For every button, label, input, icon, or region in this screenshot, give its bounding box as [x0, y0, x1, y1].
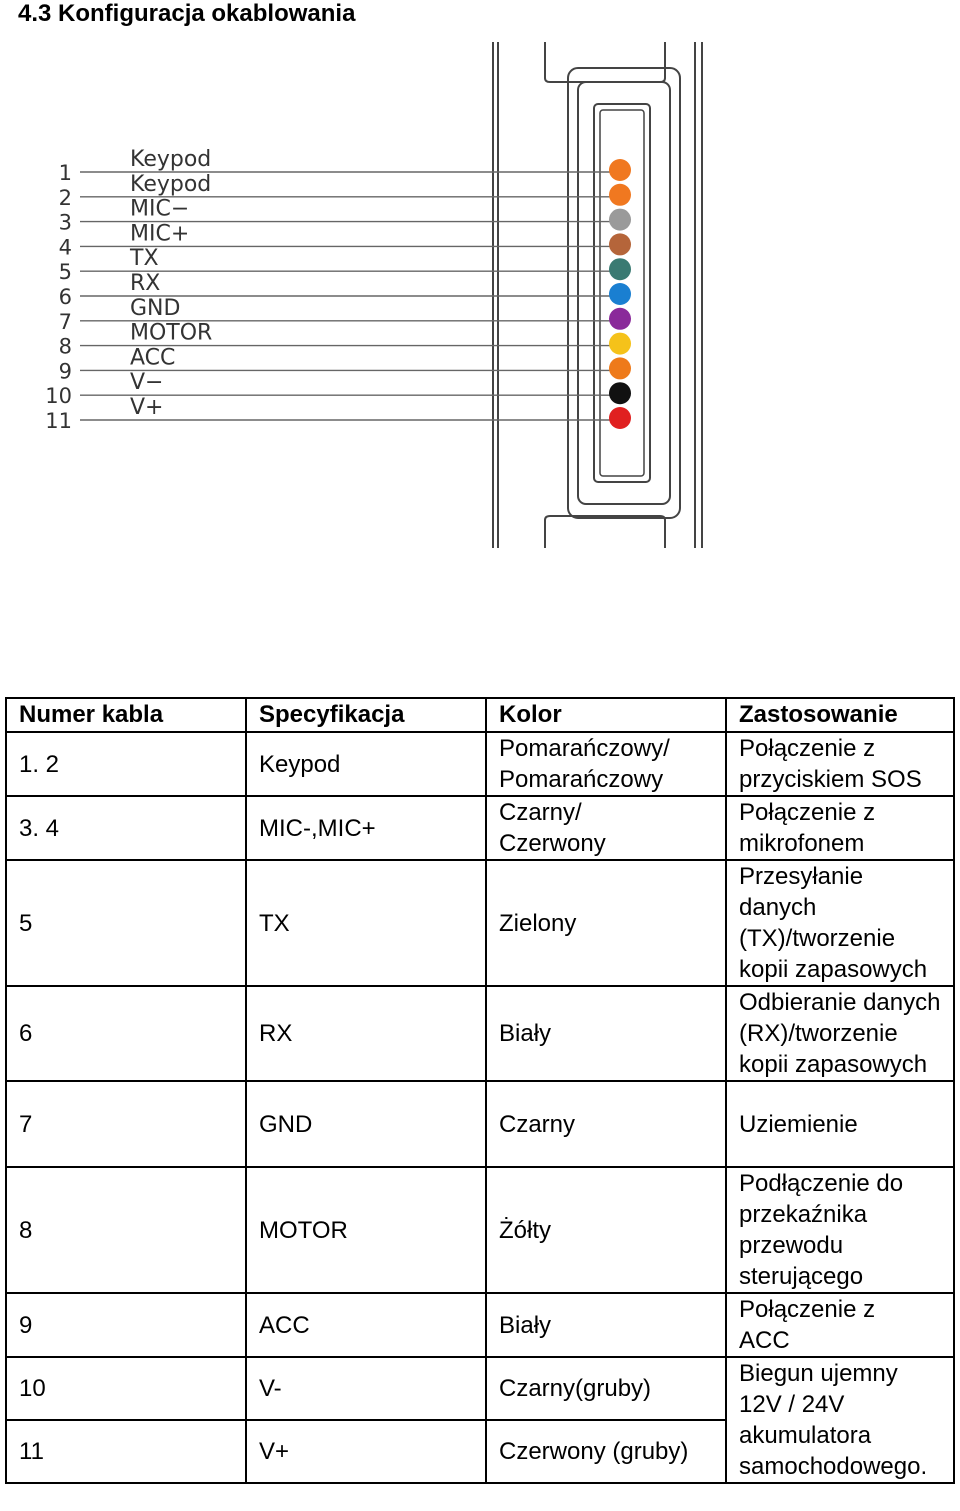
- header-usage: Zastosowanie: [726, 698, 954, 732]
- pin-number: 9: [58, 359, 72, 384]
- header-specification: Specyfikacja: [246, 698, 486, 732]
- cell-spec: TX: [246, 860, 486, 986]
- pin-number: 7: [58, 309, 72, 334]
- cell-number: 7: [6, 1081, 246, 1167]
- cell-usage: Połączenie z ACC: [726, 1293, 954, 1357]
- cell-number: 8: [6, 1167, 246, 1293]
- pin-label: MOTOR: [130, 320, 213, 346]
- cell-color: Biały: [486, 1293, 726, 1357]
- cell-color: Pomarańczowy/ Pomarańczowy: [486, 732, 726, 796]
- cell-color: Zielony: [486, 860, 726, 986]
- pin-label: V+: [130, 395, 164, 420]
- cell-color: Biały: [486, 986, 726, 1081]
- cell-number: 9: [6, 1293, 246, 1357]
- cell-spec: MOTOR: [246, 1167, 486, 1293]
- table-row: [6, 1357, 954, 1420]
- header-cable-number: Numer kabla: [6, 698, 246, 732]
- cell-spec: RX: [246, 986, 486, 1081]
- pin-dot: [609, 357, 631, 379]
- cell-usage: Podłączenie do przekaźnika przewodu sterującego: [726, 1167, 954, 1293]
- cell-usage: Połączenie z mikrofonem: [726, 796, 954, 860]
- cell-usage: Przesyłanie danych (TX)/tworzenie kopii zapasowych: [726, 860, 954, 986]
- pin-dot: [609, 382, 631, 404]
- pin-number: 11: [45, 409, 72, 433]
- pin-label: ACC: [130, 345, 176, 371]
- cell-number: 5: [6, 860, 246, 986]
- header-color: Kolor: [486, 698, 726, 732]
- cell-color: Czarny/ Czerwony: [486, 796, 726, 860]
- pin-label: TX: [130, 246, 159, 272]
- cell-number: 3. 4: [6, 796, 246, 860]
- pin-label: MIC−: [130, 196, 190, 222]
- pin-number: 1: [58, 161, 72, 185]
- cell-usage: Biegun ujemny 12V / 24V akumulatora samochodowego.: [726, 1357, 954, 1483]
- table-row: [6, 1081, 954, 1167]
- cell-spec: Keypod: [246, 732, 486, 796]
- pin-dot: [609, 283, 631, 305]
- pin-dot: [609, 407, 631, 429]
- pin-number: 4: [58, 235, 72, 260]
- cell-color: Czarny: [486, 1081, 726, 1167]
- cell-number: 1. 2: [6, 732, 246, 796]
- table-row: [6, 796, 954, 860]
- cell-number: 10: [6, 1357, 246, 1420]
- cell-spec: V+: [246, 1420, 486, 1483]
- cell-color: Czarny(gruby): [486, 1357, 726, 1420]
- pin-label: Keypod: [130, 171, 212, 197]
- pin-dot: [609, 233, 631, 255]
- cell-usage: Połączenie z przyciskiem SOS: [726, 732, 954, 796]
- pin-11: [45, 395, 631, 433]
- wiring-diagram: [0, 0, 960, 560]
- table-header-row: [6, 698, 954, 732]
- cell-spec: GND: [246, 1081, 486, 1167]
- table-row: [6, 1293, 954, 1357]
- cell-color: Żółty: [486, 1167, 726, 1293]
- pin-dot: [609, 333, 631, 355]
- pin-number: 6: [58, 285, 72, 309]
- pin-dot: [609, 184, 631, 206]
- pins-layer: [45, 147, 631, 433]
- page-title: 4.3 Konfiguracja okablowania: [18, 0, 356, 27]
- table-row: [6, 860, 954, 986]
- cell-spec: MIC-,MIC+: [246, 796, 486, 860]
- pin-label: MIC+: [130, 221, 190, 247]
- pin-number: 8: [58, 334, 72, 359]
- pin-dot: [609, 159, 631, 181]
- pin-number: 3: [58, 210, 72, 235]
- table-row: [6, 1167, 954, 1293]
- cell-spec: ACC: [246, 1293, 486, 1357]
- cell-number: 6: [6, 986, 246, 1081]
- pin-label: RX: [130, 271, 161, 296]
- pin-label: GND: [130, 295, 181, 321]
- pin-number: 10: [45, 384, 72, 409]
- pin-number: 2: [58, 185, 72, 210]
- connector-housing: [493, 42, 702, 548]
- cell-spec: V-: [246, 1357, 486, 1420]
- cell-usage: Odbieranie danych (RX)/tworzenie kopii zapasowych: [726, 986, 954, 1081]
- table-row: [6, 986, 954, 1081]
- pin-dot: [609, 308, 631, 330]
- pin-label: V−: [130, 370, 164, 396]
- cell-number: 11: [6, 1420, 246, 1483]
- pin-number: 5: [58, 260, 72, 285]
- cell-usage: Uziemienie: [726, 1081, 954, 1167]
- pin-label: Keypod: [130, 147, 212, 172]
- table-row: [6, 732, 954, 796]
- pin-dot: [609, 209, 631, 231]
- wiring-table: [5, 697, 955, 1484]
- cell-color: Czerwony (gruby): [486, 1420, 726, 1483]
- pin-dot: [609, 258, 631, 280]
